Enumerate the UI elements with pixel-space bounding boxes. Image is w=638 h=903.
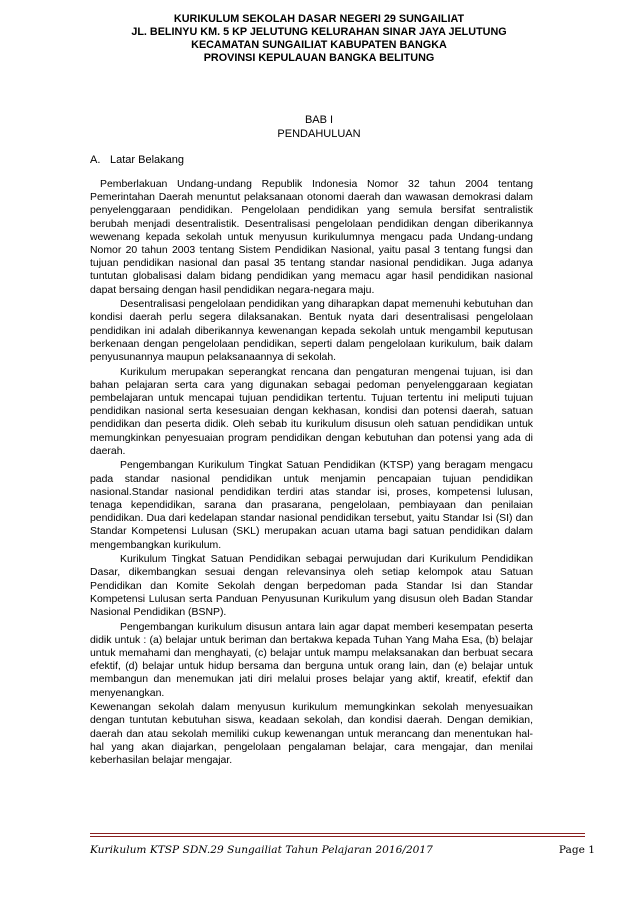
- section-heading: [90, 153, 184, 167]
- paragraph: Pengembangan Kurikulum Tingkat Satuan Pendidikan (KTSP) yang beragam mengacu pada standar nasional pendidikan untuk menjamin pencapaian tujuan pendidikan nasional.Standar nasional pendidikan terdiri atas standar isi, proses, kompetensi lulusan, tenaga kependidikan, sarana dan prasarana, pengelolaan, pembiayaan dan penilaian pendidikan. Dua dari kedelapan standar nasional pendidikan tersebut, yaitu Standar Isi (SI) dan Standar Kompetensi Lulusan (SKL) merupakan acuan utama bagi satuan pendidikan dalam mengembangkan kurikulum.: [90, 460, 533, 551]
- section-title: Latar Belakang: [110, 154, 184, 166]
- chapter-heading: [40, 113, 598, 141]
- chapter-title: PENDAHULUAN: [277, 128, 361, 140]
- body-text: [90, 178, 533, 769]
- paragraph: Desentralisasi pengelolaan pendidikan yang diharapkan dapat memenuhi kebutuhan dan kondisi daerah perlu segera dilaksanakan. Bentuk nyata dari desentralisasi pengelolaan pendidikan ini adalah diberikannya kewenangan kepada sekolah untuk mengambil keputusan berkenaan dengan pengelolaan pendidikan, seperti dalam pengelolaan kurikulum, baik dalam penyusunannya maupun pelaksanaannya di sekolah.: [90, 299, 533, 364]
- paragraph: Kurikulum merupakan seperangkat rencana dan pengaturan mengenai tujuan, isi dan bahan pelajaran serta cara yang digunakan sebagai pedoman penyelenggaraan kegiatan pembelajaran untuk mencapai tujuan pendidikan tertentu. Tujuan tertentu ini meliputi tujuan pendidikan nasional serta kesesuaian dengan kekhasan, kondisi dan potensi daerah, satuan pendidikan dan peserta didik. Oleh sebab itu kurikulum disusun oleh satuan pendidikan untuk memungkinkan penyesuaian program pendidikan dengan kebutuhan dan potensi yang ada di daerah.: [90, 366, 533, 457]
- school-header: [40, 13, 598, 65]
- footer-divider-thin: [90, 836, 585, 837]
- header-line-4: PROVINSI KEPULAUAN BANGKA BELITUNG: [203, 52, 435, 64]
- header-line-2: JL. BELINYU KM. 5 KP JELUTUNG KELURAHAN SINAR JAYA JELUTUNG: [131, 26, 507, 38]
- section-letter: A.: [90, 154, 101, 166]
- paragraph: Kewenangan sekolah dalam menyusun kurikulum memungkinkan sekolah menyesuaikan dengan tuntutan kebutuhan siswa, keadaan sekolah, dan kondisi daerah. Dengan demikian, daerah dan atau sekolah memiliki cukup kewenangan untuk merancang dan menentukan hal-hal yang akan diajarkan, pengelolaan pengalaman belajar, cara mengajar, dan menilai keberhasilan belajar mengajar.: [90, 702, 533, 767]
- paragraph: Pengembangan kurikulum disusun antara lain agar dapat memberi kesempatan peserta didik untuk : (a) belajar untuk beriman dan bertakwa kepada Tuhan Yang Maha Esa, (b) belajar untuk memahami dan menghayati, (c) belajar untuk mampu melaksanakan dan berbuat secara efektif, (d) belajar untuk hidup bersama dan berguna untuk orang lain, dan (e) belajar untuk membangun dan menemukan jati diri melalui proses belajar yang aktif, kreatif, efektif dan menyenangkan.: [90, 621, 533, 699]
- header-line-1: KURIKULUM SEKOLAH DASAR NEGERI 29 SUNGAILIAT: [173, 13, 465, 25]
- header-line-3: KECAMATAN SUNGAILIAT KABUPATEN BANGKA: [191, 39, 447, 51]
- chapter-number: BAB I: [304, 114, 334, 126]
- footer-divider: [90, 833, 585, 834]
- paragraph: Kurikulum Tingkat Satuan Pendidikan sebagai perwujudan dari Kurikulum Pendidikan Dasar, dikembangkan sesuai dengan relevansinya oleh setiap kelompok atau Satuan Pendidikan dan Komite Sekolah dengan berpedoman pada Standar Isi dan Standar Kompetensi Lulusan serta Panduan Penyusunan Kurikulum yang disusun oleh Badan Standar Nasional Pendidikan (BSNP).: [90, 554, 533, 619]
- page-number: Page 1: [558, 844, 595, 856]
- footer-document-title: Kurikulum KTSP SDN.29 Sungailiat Tahun Pelajaran 2016/2017: [90, 844, 433, 856]
- paragraph: Pemberlakuan Undang-undang Republik Indonesia Nomor 32 tahun 2004 tentang Pemerintahan Daerah menuntut pelaksanaan otonomi daerah dan wawasan demokrasi dalam penyelenggaraan pendidikan. Pengelolaan pendidikan yang semula bersifat sentralistik berubah menjadi desentralistik. Desentralisasi pengelolaan pendidikan dengan diberikannya wewenang kepada sekolah untuk menyusun kurikulumnya mengacu pada Undang-undang Nomor 20 tahun 2003 tentang Sistem Pendidikan Nasional, yaitu pasal 3 tentang fungsi dan tujuan pendidikan nasional dan pasal 35 tentang standar nasional pendidikan. Juga adanya tuntutan globalisasi dalam bidang pendidikan yang memacu agar hasil pendidikan nasional dapat bersaing dengan hasil pendidikan negara-negara maju.: [90, 179, 533, 296]
